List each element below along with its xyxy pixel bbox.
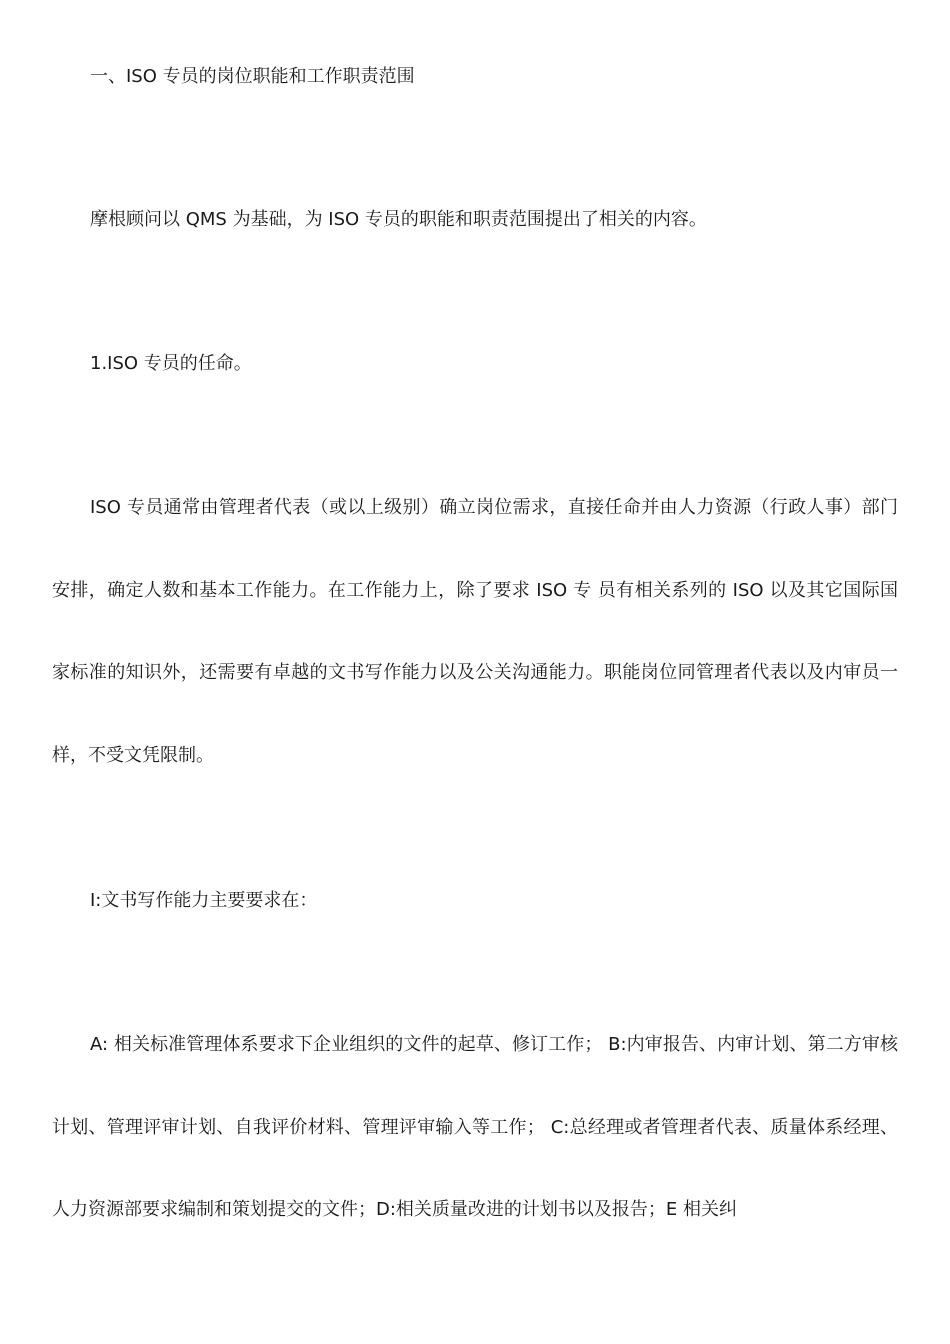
- subsection-heading: 1.ISO 专员的任命。: [90, 353, 252, 374]
- section-heading: 一、ISO 专员的岗位职能和工作职责范围: [90, 66, 415, 87]
- requirements-heading: I:文书写作能力主要要求在：: [90, 890, 318, 911]
- intro-paragraph: 摩根顾问以 QMS 为基础，为 ISO 专员的职能和职责范围提出了相关的内容。: [90, 209, 707, 230]
- body-paragraph: ISO 专员通常由管理者代表（或以上级别）确立岗位需求，直接任命并由人力资源（行政人事）部门安排，确定人数和基本工作能力。在工作能力上，除了要求 ISO 专 员有相关系列的 ISO 以及其它国际国家标准的知识外，还需要有卓越的文书写作能力以及公关沟通能力。职能岗位同管理者代表以及内审员一样，不受文凭限制。: [52, 497, 898, 766]
- requirements-paragraph: A: 相关标准管理体系要求下企业组织的文件的起草、修订工作； B:内审报告、内审计划、第二方审核计划、管理评审计划、自我评价材料、管理评审输入等工作； C:总经理或者管理者代表、质量体系经理、人力资源部要求编制和策划提交的文件；D:相关质量改进的计划书以及报告；E 相关纠: [52, 1034, 898, 1220]
